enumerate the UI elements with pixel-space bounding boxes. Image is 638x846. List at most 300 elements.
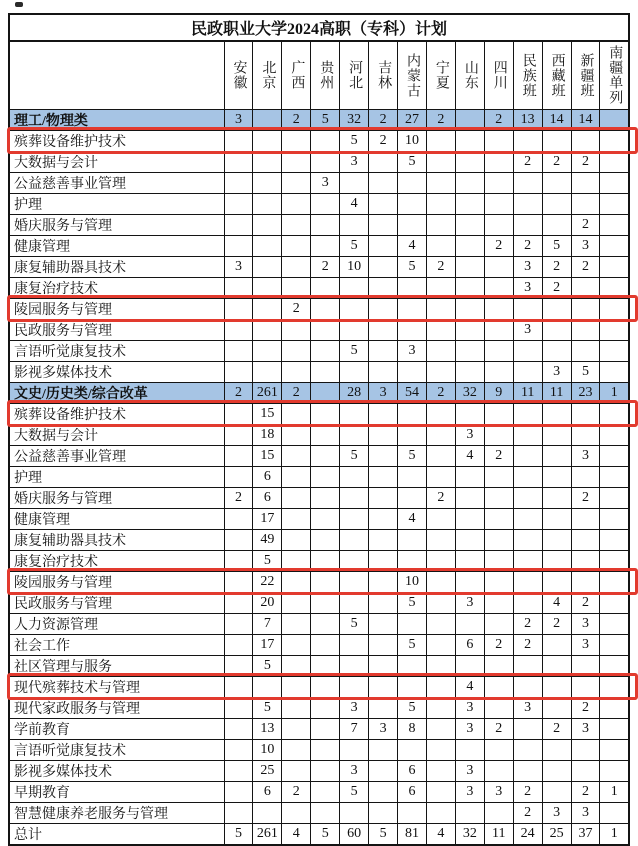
cell bbox=[224, 571, 253, 592]
row-label: 健康管理 bbox=[9, 235, 224, 256]
cell: 4 bbox=[398, 508, 427, 529]
cell bbox=[224, 361, 253, 382]
cell bbox=[600, 277, 629, 298]
cell bbox=[484, 802, 513, 823]
cell bbox=[282, 655, 311, 676]
cell: 2 bbox=[571, 214, 600, 235]
cell bbox=[455, 235, 484, 256]
cell bbox=[253, 676, 282, 697]
cell bbox=[369, 592, 398, 613]
cell bbox=[311, 130, 340, 151]
major-row bbox=[9, 508, 629, 529]
cell bbox=[600, 193, 629, 214]
cell bbox=[340, 466, 369, 487]
cell: 3 bbox=[311, 172, 340, 193]
major-row bbox=[9, 193, 629, 214]
cell bbox=[600, 592, 629, 613]
cell bbox=[542, 739, 571, 760]
cell: 2 bbox=[426, 487, 455, 508]
cell: 14 bbox=[571, 109, 600, 130]
cell: 32 bbox=[455, 823, 484, 845]
cell: 3 bbox=[455, 781, 484, 802]
cell: 5 bbox=[542, 235, 571, 256]
cell: 2 bbox=[282, 109, 311, 130]
cell bbox=[398, 529, 427, 550]
cell: 2 bbox=[571, 781, 600, 802]
cell bbox=[311, 466, 340, 487]
cell: 5 bbox=[311, 109, 340, 130]
cell bbox=[340, 739, 369, 760]
major-row bbox=[9, 634, 629, 655]
row-label: 护理 bbox=[9, 466, 224, 487]
cell bbox=[484, 613, 513, 634]
cell bbox=[455, 298, 484, 319]
cell bbox=[571, 172, 600, 193]
cell bbox=[224, 655, 253, 676]
cell: 5 bbox=[224, 823, 253, 845]
cell: 2 bbox=[224, 487, 253, 508]
cell: 3 bbox=[571, 718, 600, 739]
cell bbox=[340, 802, 369, 823]
cell bbox=[311, 445, 340, 466]
cell: 13 bbox=[513, 109, 542, 130]
cell: 5 bbox=[398, 634, 427, 655]
cell bbox=[398, 319, 427, 340]
cell: 2 bbox=[513, 151, 542, 172]
total-row bbox=[9, 823, 629, 845]
cell bbox=[311, 319, 340, 340]
row-label: 早期教育 bbox=[9, 781, 224, 802]
column-header: 宁夏 bbox=[426, 41, 455, 109]
cell bbox=[542, 172, 571, 193]
cell bbox=[369, 466, 398, 487]
cell bbox=[455, 529, 484, 550]
cell bbox=[455, 487, 484, 508]
cell bbox=[513, 487, 542, 508]
cell bbox=[340, 172, 369, 193]
cell bbox=[600, 256, 629, 277]
cell bbox=[426, 445, 455, 466]
cell bbox=[224, 529, 253, 550]
cell bbox=[398, 361, 427, 382]
major-row bbox=[9, 739, 629, 760]
cell bbox=[513, 214, 542, 235]
cell: 3 bbox=[571, 634, 600, 655]
cell bbox=[426, 424, 455, 445]
cell bbox=[311, 403, 340, 424]
cell bbox=[455, 403, 484, 424]
cell bbox=[224, 172, 253, 193]
cell: 2 bbox=[571, 151, 600, 172]
cell: 2 bbox=[282, 298, 311, 319]
cell bbox=[484, 151, 513, 172]
cell: 6 bbox=[398, 760, 427, 781]
cell bbox=[455, 130, 484, 151]
column-header: 南疆单列 bbox=[600, 41, 629, 109]
cell: 10 bbox=[398, 571, 427, 592]
cell bbox=[398, 403, 427, 424]
row-label: 健康管理 bbox=[9, 508, 224, 529]
cell: 3 bbox=[398, 340, 427, 361]
cell bbox=[484, 760, 513, 781]
cell bbox=[224, 151, 253, 172]
cell bbox=[224, 760, 253, 781]
cell bbox=[224, 613, 253, 634]
cell: 6 bbox=[253, 487, 282, 508]
cell bbox=[484, 466, 513, 487]
cell bbox=[484, 592, 513, 613]
cell bbox=[542, 214, 571, 235]
cell bbox=[282, 214, 311, 235]
cell bbox=[513, 550, 542, 571]
cell bbox=[542, 319, 571, 340]
cell bbox=[542, 634, 571, 655]
major-row bbox=[9, 592, 629, 613]
cell: 3 bbox=[340, 151, 369, 172]
row-label: 殡葬设备维护技术 bbox=[9, 403, 224, 424]
cell bbox=[398, 277, 427, 298]
cell bbox=[282, 403, 311, 424]
major-row bbox=[9, 424, 629, 445]
cell: 2 bbox=[484, 718, 513, 739]
cell: 2 bbox=[369, 130, 398, 151]
cell: 10 bbox=[398, 130, 427, 151]
major-row bbox=[9, 802, 629, 823]
major-row bbox=[9, 298, 629, 319]
cell: 5 bbox=[340, 445, 369, 466]
cell bbox=[398, 676, 427, 697]
cell bbox=[426, 802, 455, 823]
cell bbox=[311, 508, 340, 529]
cell bbox=[600, 130, 629, 151]
cell bbox=[398, 613, 427, 634]
cell bbox=[600, 319, 629, 340]
row-label: 康复辅助器具技术 bbox=[9, 529, 224, 550]
cell: 3 bbox=[542, 361, 571, 382]
cell bbox=[224, 508, 253, 529]
cell: 2 bbox=[571, 697, 600, 718]
major-row bbox=[9, 340, 629, 361]
cell bbox=[426, 739, 455, 760]
cell: 25 bbox=[253, 760, 282, 781]
cell bbox=[484, 340, 513, 361]
cell: 6 bbox=[253, 781, 282, 802]
cell bbox=[455, 739, 484, 760]
cell bbox=[600, 172, 629, 193]
cell: 11 bbox=[542, 382, 571, 403]
cell bbox=[224, 739, 253, 760]
cell: 3 bbox=[513, 277, 542, 298]
cell bbox=[369, 445, 398, 466]
cell bbox=[426, 277, 455, 298]
cell bbox=[369, 319, 398, 340]
cell bbox=[455, 550, 484, 571]
cell bbox=[253, 193, 282, 214]
cell bbox=[571, 508, 600, 529]
cell: 11 bbox=[484, 823, 513, 845]
row-label: 康复辅助器具技术 bbox=[9, 256, 224, 277]
cell: 2 bbox=[542, 151, 571, 172]
cell: 5 bbox=[340, 235, 369, 256]
cell bbox=[455, 655, 484, 676]
cell bbox=[369, 571, 398, 592]
cell bbox=[484, 298, 513, 319]
cell: 3 bbox=[513, 697, 542, 718]
cell bbox=[224, 277, 253, 298]
cell bbox=[282, 487, 311, 508]
major-row bbox=[9, 445, 629, 466]
cell: 2 bbox=[311, 256, 340, 277]
cell bbox=[311, 277, 340, 298]
cell bbox=[571, 319, 600, 340]
cell bbox=[340, 403, 369, 424]
cell bbox=[282, 508, 311, 529]
major-row bbox=[9, 235, 629, 256]
cell bbox=[311, 235, 340, 256]
cell bbox=[311, 340, 340, 361]
cell bbox=[369, 529, 398, 550]
cell bbox=[513, 508, 542, 529]
column-header: 四川 bbox=[484, 41, 513, 109]
cell bbox=[571, 655, 600, 676]
cell bbox=[282, 172, 311, 193]
cell bbox=[253, 235, 282, 256]
cell bbox=[484, 655, 513, 676]
cell: 3 bbox=[571, 613, 600, 634]
cell bbox=[253, 214, 282, 235]
cell bbox=[340, 655, 369, 676]
cell bbox=[600, 403, 629, 424]
major-row bbox=[9, 487, 629, 508]
cell bbox=[253, 340, 282, 361]
cell bbox=[571, 277, 600, 298]
cell bbox=[369, 214, 398, 235]
cell bbox=[253, 277, 282, 298]
cell bbox=[513, 655, 542, 676]
major-row bbox=[9, 718, 629, 739]
major-row bbox=[9, 697, 629, 718]
cell bbox=[398, 172, 427, 193]
cell bbox=[484, 403, 513, 424]
cell: 3 bbox=[369, 382, 398, 403]
cell bbox=[484, 571, 513, 592]
major-row bbox=[9, 403, 629, 424]
cell bbox=[484, 172, 513, 193]
cell bbox=[224, 424, 253, 445]
cell bbox=[571, 529, 600, 550]
cell bbox=[455, 109, 484, 130]
cell bbox=[369, 256, 398, 277]
cell bbox=[600, 235, 629, 256]
cell bbox=[340, 298, 369, 319]
cell bbox=[282, 697, 311, 718]
cell bbox=[282, 676, 311, 697]
cell: 4 bbox=[398, 235, 427, 256]
cell bbox=[426, 676, 455, 697]
cell: 60 bbox=[340, 823, 369, 845]
cell: 2 bbox=[571, 487, 600, 508]
cell bbox=[513, 739, 542, 760]
cell bbox=[282, 592, 311, 613]
cell: 1 bbox=[600, 382, 629, 403]
cell bbox=[369, 298, 398, 319]
cell: 4 bbox=[282, 823, 311, 845]
cell bbox=[484, 739, 513, 760]
cell bbox=[340, 592, 369, 613]
cell bbox=[311, 193, 340, 214]
cell bbox=[311, 613, 340, 634]
cell bbox=[398, 298, 427, 319]
cell: 15 bbox=[253, 403, 282, 424]
cell bbox=[455, 277, 484, 298]
cell: 2 bbox=[426, 382, 455, 403]
cell: 5 bbox=[311, 823, 340, 845]
table-title: 民政职业大学2024高职（专科）计划 bbox=[9, 14, 629, 41]
cell bbox=[282, 151, 311, 172]
section-header-row bbox=[9, 382, 629, 403]
cell bbox=[224, 781, 253, 802]
cell bbox=[369, 508, 398, 529]
cell: 5 bbox=[253, 655, 282, 676]
cell bbox=[542, 130, 571, 151]
cell bbox=[600, 529, 629, 550]
cell: 2 bbox=[542, 256, 571, 277]
cell bbox=[369, 760, 398, 781]
major-row bbox=[9, 571, 629, 592]
cell: 5 bbox=[398, 697, 427, 718]
cell: 81 bbox=[398, 823, 427, 845]
cell bbox=[369, 172, 398, 193]
cell bbox=[426, 214, 455, 235]
cell bbox=[455, 151, 484, 172]
cell bbox=[369, 655, 398, 676]
cell bbox=[340, 214, 369, 235]
title-row bbox=[9, 14, 629, 41]
plan-table bbox=[8, 13, 630, 846]
cell bbox=[311, 550, 340, 571]
cell bbox=[484, 424, 513, 445]
cell bbox=[253, 298, 282, 319]
cell bbox=[513, 571, 542, 592]
cell: 6 bbox=[398, 781, 427, 802]
cell: 5 bbox=[340, 340, 369, 361]
cell: 3 bbox=[224, 109, 253, 130]
cell bbox=[600, 571, 629, 592]
cell bbox=[311, 361, 340, 382]
cell: 3 bbox=[455, 760, 484, 781]
cell bbox=[311, 781, 340, 802]
cell bbox=[253, 130, 282, 151]
cell: 32 bbox=[455, 382, 484, 403]
corner-cell bbox=[9, 41, 224, 109]
cell bbox=[224, 298, 253, 319]
cell bbox=[571, 298, 600, 319]
cell bbox=[542, 193, 571, 214]
cell: 5 bbox=[340, 130, 369, 151]
cell: 2 bbox=[426, 109, 455, 130]
cell bbox=[484, 256, 513, 277]
cell bbox=[600, 802, 629, 823]
cell: 11 bbox=[513, 382, 542, 403]
row-label: 陵园服务与管理 bbox=[9, 298, 224, 319]
cell bbox=[369, 277, 398, 298]
cell: 5 bbox=[340, 613, 369, 634]
cell bbox=[311, 592, 340, 613]
cell bbox=[571, 424, 600, 445]
cell: 3 bbox=[571, 445, 600, 466]
cell bbox=[455, 361, 484, 382]
cell bbox=[426, 781, 455, 802]
cell bbox=[426, 193, 455, 214]
cell bbox=[369, 802, 398, 823]
cell bbox=[340, 550, 369, 571]
row-label: 婚庆服务与管理 bbox=[9, 487, 224, 508]
cell: 2 bbox=[513, 235, 542, 256]
cell bbox=[542, 781, 571, 802]
cell: 2 bbox=[224, 382, 253, 403]
major-row bbox=[9, 550, 629, 571]
cell: 5 bbox=[398, 256, 427, 277]
cell bbox=[600, 634, 629, 655]
cell bbox=[600, 445, 629, 466]
cell: 3 bbox=[455, 592, 484, 613]
cell: 49 bbox=[253, 529, 282, 550]
cell bbox=[426, 760, 455, 781]
column-header: 北京 bbox=[253, 41, 282, 109]
cell bbox=[484, 214, 513, 235]
cell bbox=[224, 697, 253, 718]
cell bbox=[571, 466, 600, 487]
cell bbox=[600, 466, 629, 487]
cell bbox=[600, 676, 629, 697]
cell bbox=[224, 193, 253, 214]
cell bbox=[253, 109, 282, 130]
cell: 4 bbox=[340, 193, 369, 214]
cell bbox=[484, 508, 513, 529]
cell bbox=[311, 802, 340, 823]
cell bbox=[484, 193, 513, 214]
cell bbox=[426, 718, 455, 739]
cell bbox=[340, 508, 369, 529]
major-row bbox=[9, 319, 629, 340]
cell: 2 bbox=[542, 613, 571, 634]
cell bbox=[600, 613, 629, 634]
row-label: 理工/物理类 bbox=[9, 109, 224, 130]
cell bbox=[600, 550, 629, 571]
cell bbox=[224, 634, 253, 655]
cell: 2 bbox=[369, 109, 398, 130]
cell bbox=[224, 718, 253, 739]
row-label: 总计 bbox=[9, 823, 224, 845]
cell bbox=[600, 697, 629, 718]
cell bbox=[224, 445, 253, 466]
column-header-row bbox=[9, 41, 629, 109]
cell bbox=[311, 760, 340, 781]
row-label: 公益慈善事业管理 bbox=[9, 445, 224, 466]
cell bbox=[224, 130, 253, 151]
cell bbox=[513, 592, 542, 613]
major-row bbox=[9, 613, 629, 634]
cell bbox=[282, 571, 311, 592]
cell: 2 bbox=[282, 382, 311, 403]
cell bbox=[542, 655, 571, 676]
cell bbox=[571, 130, 600, 151]
cell bbox=[282, 361, 311, 382]
row-label: 影视多媒体技术 bbox=[9, 361, 224, 382]
column-header: 新疆班 bbox=[571, 41, 600, 109]
cell bbox=[484, 676, 513, 697]
cell: 3 bbox=[455, 697, 484, 718]
